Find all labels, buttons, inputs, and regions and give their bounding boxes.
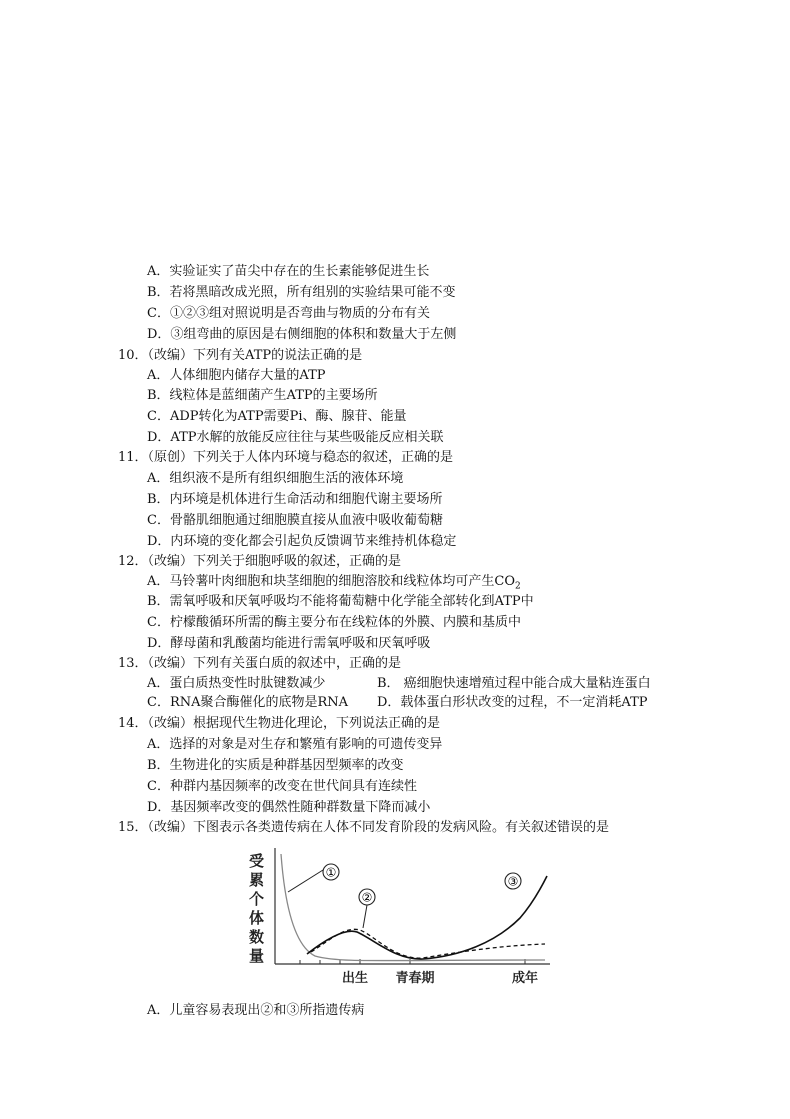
q12-option-c: C．柠檬酸循环所需的酶主要分布在线粒体的外膜、内膜和基质中 (147, 615, 521, 630)
q9-option-d: D．③组弯曲的原因是右侧细胞的体积和数量大于左侧 (147, 327, 457, 342)
q11-option-b: B．内环境是机体进行生命活动和细胞代谢主要场所 (147, 492, 443, 507)
q10-option-c: C．ADP转化为ATP需要Pi、酶、腺苷、能量 (147, 409, 407, 424)
q9-option-c: C．①②③组对照说明是否弯曲与物质的分布有关 (147, 306, 430, 321)
q12-stem: 12．（改编）下列关于细胞呼吸的叙述，正确的是 (118, 554, 402, 569)
q14-option-d: D．基因频率改变的偶然性随种群数量下降而减小 (147, 800, 431, 815)
genetic-disease-risk-figure (245, 848, 555, 988)
q12-option-a-text: A．马铃薯叶肉细胞和块茎细胞的细胞溶胶和线粒体均可产生CO (147, 574, 515, 589)
q13-option-c: C．RNA聚合酶催化的底物是RNA (147, 695, 349, 710)
q14-option-c: C．种群内基因频率的改变在世代间具有连续性 (147, 779, 417, 794)
q11-option-d: D．内环境的变化都会引起负反馈调节来维持机体稳定 (147, 534, 457, 549)
ylabel-char-1: 受 (249, 852, 265, 870)
q9-option-a: A．实验证实了苗尖中存在的生长素能够促进生长 (147, 264, 430, 279)
q11-stem: 11．（原创）下列关于人体内环境与稳态的叙述，正确的是 (118, 450, 454, 465)
ylabel-char-6: 量 (249, 947, 265, 965)
q10-option-b: B．线粒体是蓝细菌产生ATP的主要场所 (147, 388, 378, 403)
q12-option-a (147, 572, 521, 592)
q13-stem: 13．（改编）下列有关蛋白质的叙述中，正确的是 (118, 656, 402, 671)
q15-option-a: A．儿童容易表现出②和③所指遗传病 (147, 1003, 365, 1018)
xlabel-birth: 出生 (341, 971, 369, 986)
curve-2 (311, 929, 545, 958)
q10-option-d: D．ATP水解的放能反应往往与某些吸能反应相关联 (147, 430, 444, 445)
q12-option-d: D．酵母菌和乳酸菌均能进行需氧呼吸和厌氧呼吸 (147, 636, 431, 651)
q12-option-b: B．需氧呼吸和厌氧呼吸均不能将葡萄糖中化学能全部转化到ATP中 (147, 594, 534, 609)
ylabel-char-2: 累 (249, 871, 265, 889)
q13-option-d: D．载体蛋白形状改变的过程，不一定消耗ATP (377, 695, 648, 710)
q13-option-a: A．蛋白质热变性时肽键数减少 (147, 676, 326, 691)
q11-option-c: C．骨骼肌细胞通过细胞膜直接从血液中吸收葡萄糖 (147, 513, 443, 528)
q11-option-a: A．组织液不是所有组织细胞生活的液体环境 (147, 471, 404, 486)
xlabel-puberty: 青春期 (395, 971, 435, 986)
q14-option-b: B．生物进化的实质是种群基因型频率的改变 (147, 758, 404, 773)
q10-stem: 10．（改编）下列有关ATP的说法正确的是 (118, 348, 363, 363)
q14-stem: 14．（改编）根据现代生物进化理论，下列说法正确的是 (118, 716, 441, 731)
xlabel-adult: 成年 (511, 971, 539, 986)
q14-option-a: A．选择的对象是对生存和繁殖有影响的可遗传变异 (147, 737, 443, 752)
callout-line-2 (363, 905, 367, 928)
q10-option-a: A．人体细胞内储存大量的ATP (147, 368, 326, 383)
q13-option-b: B． 癌细胞快速增殖过程中能合成大量粘连蛋白 (377, 676, 651, 691)
curve-label-2: ② (361, 890, 373, 905)
q12-option-a-subscript: 2 (515, 581, 521, 592)
callout-line-1 (288, 870, 323, 892)
curve-label-1: ① (325, 865, 337, 880)
q15-stem: 15．（改编）下图表示各类遗传病在人体不同发育阶段的发病风险。有关叙述错误的是 (118, 820, 610, 835)
ylabel-char-3: 个 (249, 890, 265, 908)
ylabel-char-5: 数 (249, 928, 265, 946)
q9-option-b: B．若将黑暗改成光照，所有组别的实验结果可能不变 (147, 285, 456, 300)
ylabel-char-4: 体 (249, 909, 265, 927)
curve-label-3: ③ (507, 874, 519, 889)
